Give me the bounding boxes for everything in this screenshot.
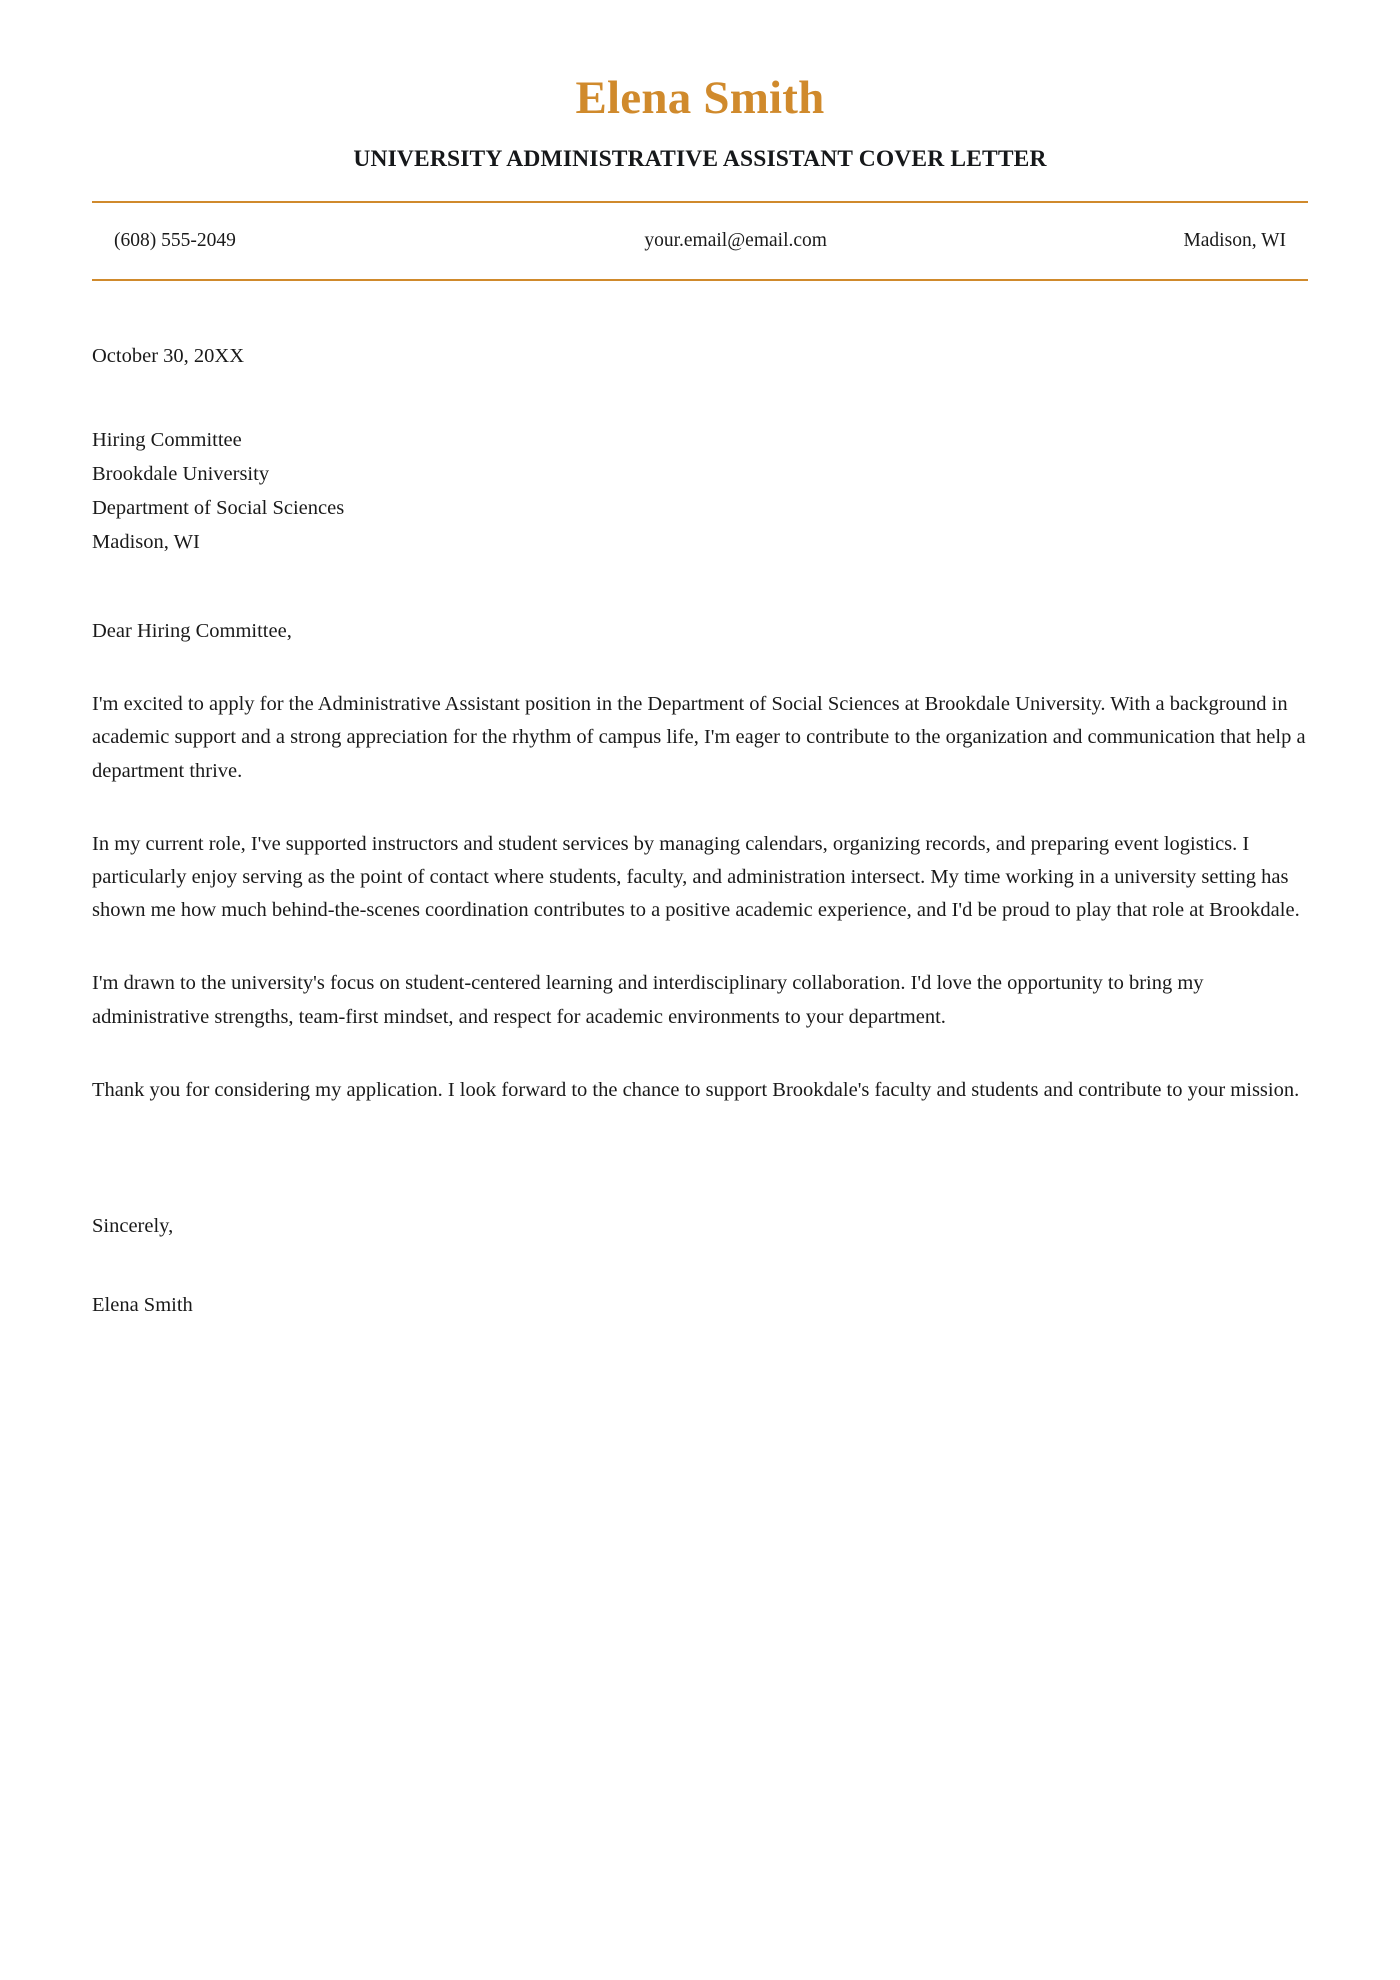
applicant-name: Elena Smith — [575, 72, 825, 124]
letter-paragraph-3: I'm drawn to the university's focus on student-centered learning and interdisciplinary collaboration. I'd love the opportunity to bring my administrative strengths, team-first mindset, and respect for academic environments to your department. — [92, 972, 1204, 1028]
letter-closing-block — [92, 1211, 1308, 1322]
letter-date: October 30, 20XX — [92, 344, 245, 367]
contact-location: Madison, WI — [1183, 229, 1286, 251]
recipient-line-3: Department of Social Sciences — [92, 497, 345, 520]
letter-signature-name: Elena Smith — [92, 1293, 193, 1316]
letter-paragraph-2: In my current role, I've supported instructors and student services by managing calendars, organizing records, and preparing event logistics. I particularly enjoy serving as the point of contact where students, faculty, and administration intersect. My time working in a university setting has shown me how much behind-the-scenes coordination contributes to a positive academic experience, and I'd be proud to play that role at Brookdale. — [92, 832, 1300, 922]
letter-paragraph-1: I'm excited to apply for the Administrative Assistant position in the Department of Social Sciences at Brookdale University. With a background in academic support and a strong appreciation for the rhythm of campus life, I'm eager to contribute to the organization and communication that help a department thrive. — [92, 693, 1306, 782]
recipient-line-4: Madison, WI — [92, 531, 200, 554]
recipient-line-2: Brookdale University — [92, 463, 270, 486]
recipient-address-block — [92, 423, 1308, 559]
contact-phone[interactable]: (608) 555-2049 — [114, 229, 236, 251]
letter-paragraph-4: Thank you for considering my application. I look forward to the chance to support Brookdale's faculty and students and contribute to your mission. — [92, 1078, 1300, 1101]
letter-body — [92, 281, 1308, 1322]
letter-salutation: Dear Hiring Committee, — [92, 620, 292, 643]
recipient-line-1: Hiring Committee — [92, 429, 242, 452]
contact-bar — [92, 203, 1308, 279]
contact-email[interactable]: your.email@email.com — [644, 229, 827, 251]
letter-closing: Sincerely, — [92, 1215, 174, 1238]
letter-header — [92, 0, 1308, 281]
letter-role-subtitle: UNIVERSITY ADMINISTRATIVE ASSISTANT COVER LETTER — [353, 145, 1047, 172]
